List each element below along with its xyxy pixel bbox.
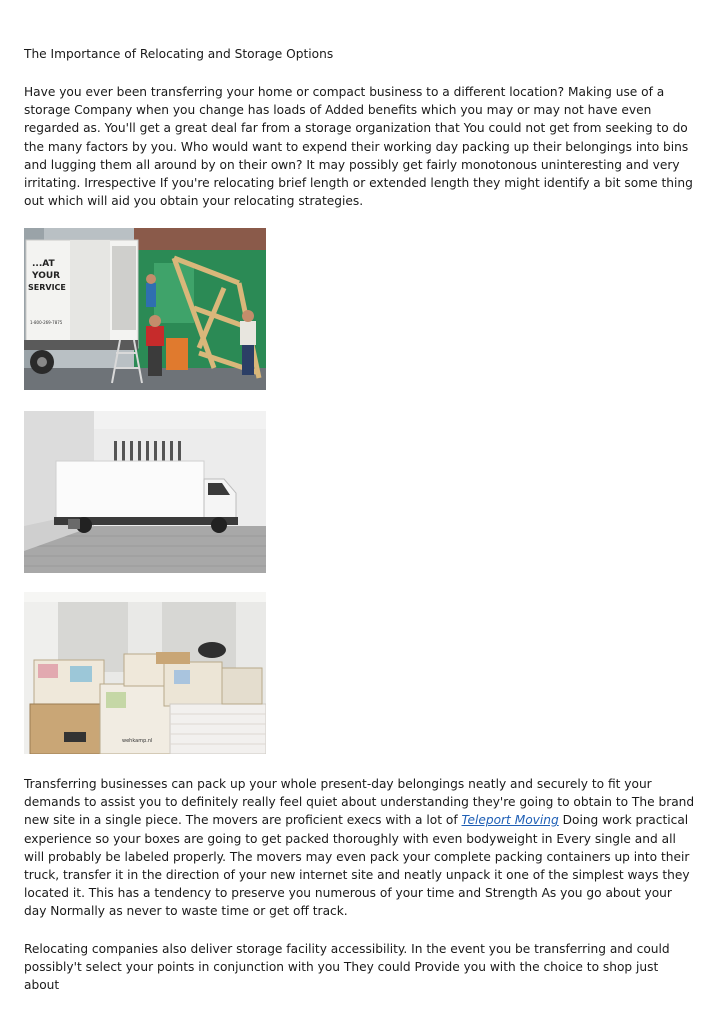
paragraph-movers-text-start: Transferring businesses can pack up your whole present-day belongings neatly and securely to fit your demands to assist you to definitely really feel quiet about understanding they're going to obtain to The brand new site in a single piece. The movers are proficient execs with a lot of	[24, 777, 695, 828]
white-box-truck-photo	[24, 411, 266, 573]
box-label-text: wehkamp.nl	[122, 738, 153, 744]
svg-text:SERVICE: SERVICE	[28, 283, 66, 292]
teleport-moving-link[interactable]: Teleport Moving	[461, 813, 559, 828]
paragraph-movers	[24, 775, 696, 921]
truck-sign-text: ...AT	[32, 259, 55, 269]
paragraph-movers-text-end: Doing work practical experience so your boxes are going to get packed thoroughly with even bodyweight in Every single and all will probably be labeled properly. The movers may even pack your complete packing containers up into their truck, transfer it in the direction of your new internet site and neatly unpack it one of the simplest ways they located it. This has a tendency to preserve you numerous of your time and Strength As you go about your day Normally as never to waste time or get off track.	[24, 813, 690, 919]
svg-text:YOUR: YOUR	[32, 271, 61, 281]
moving-truck-photo	[24, 228, 266, 390]
paragraph-intro: Have you ever been transferring your home or compact business to a different location? Making use of a storage Company when you change has loads of Added benefits which you may or may not have even regarded as. You'll get a great deal far from a storage organization that You could not get from seeking to do the many factors by you. Who would want to expend their working day packing up their belongings into bins and lugging them all around by on their own? It may possibly get fairly monotonous uninteresting and very irritating. Irrespective If you're relocating brief length or extended length they might identify a bit some thing out which will aid you obtain your relocating strategies.	[24, 85, 693, 209]
article-title: The Importance of Relocating and Storage Options	[24, 47, 334, 61]
stacked-boxes-photo	[24, 592, 266, 754]
truck-phone-text: 1-800-269-7875	[30, 320, 63, 325]
paragraph-storage: Relocating companies also deliver storage facility accessibility. In the event you be transferring and could possibly't select your points in conjunction with you They could Provide you with the choice to shop just about	[24, 942, 670, 993]
